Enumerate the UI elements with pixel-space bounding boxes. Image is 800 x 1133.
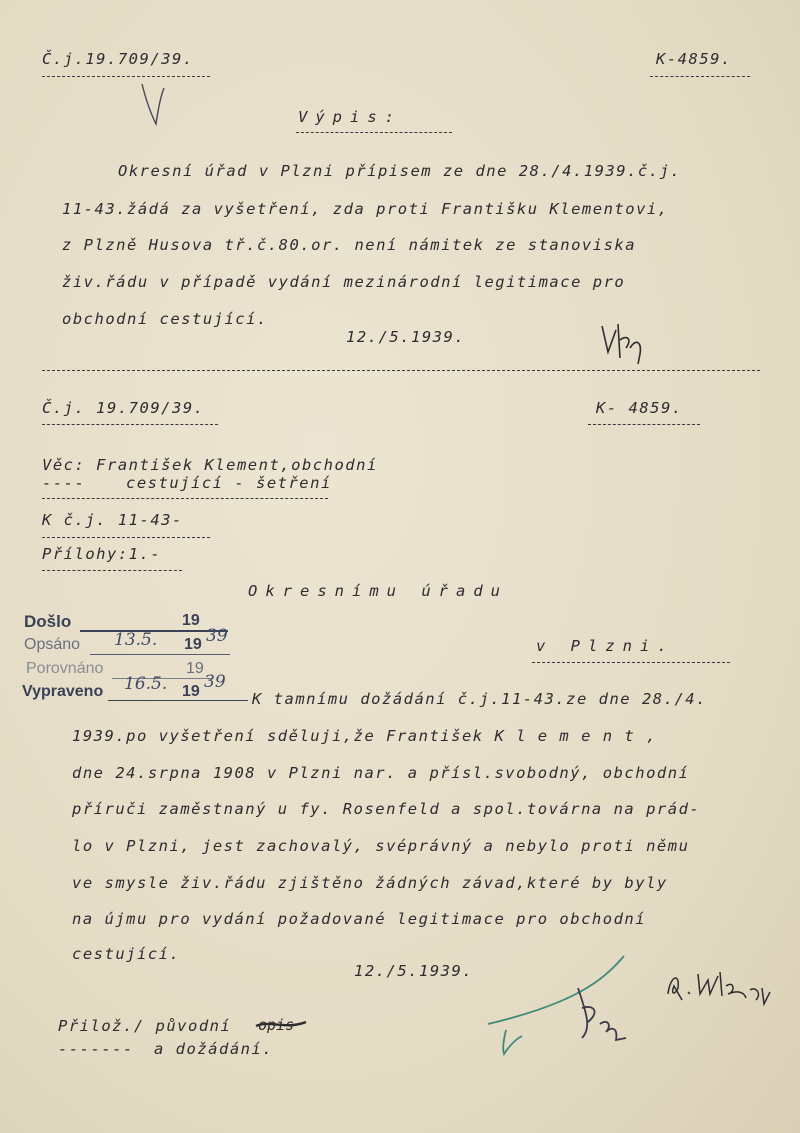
stamp-copied-year-prefix: 19 <box>184 636 202 653</box>
green-signature <box>482 952 632 1062</box>
excerpt-line-4: živ.řádu v případě vydání mezinárodní legitimace pro <box>62 273 626 291</box>
section-separator <box>42 370 760 371</box>
subject-underline <box>42 498 328 499</box>
body-line-8: cestující. <box>72 945 181 963</box>
attachments-underline <box>42 570 182 571</box>
excerpt-line-3: z Plzně Husova tř.č.80.or. není námitek ze stanoviska <box>62 236 637 254</box>
body-line-4: příruči zaměstnaný u fy. Rosenfeld a spol.továrna na prád- <box>72 800 701 818</box>
k-cj-reference: K č.j. 11-43- <box>42 511 183 529</box>
body-line-3: dne 24.srpna 1908 v Plzni nar. a přísl.svobodný, obchodní <box>72 764 690 782</box>
subject-line-2: cestující - šetření <box>126 474 332 492</box>
stamp-dispatched-date: 16.5. <box>124 674 168 694</box>
letter-ref-underline <box>42 424 218 425</box>
body-line-1: K tamnímu dožádání č.j.11-43.ze dne 28./4. <box>252 690 707 708</box>
body-line-2: 1939.po vyšetření sděluji,že František K l e m e n t , <box>72 727 657 745</box>
stamp-copied-year: 39 <box>206 626 228 646</box>
stamp-compared-year: 19 <box>186 660 204 677</box>
stamp-dispatched-year-prefix: 19 <box>182 683 200 700</box>
subject-line-1: Věc: František Klement,obchodní <box>42 456 378 474</box>
excerpt-line-1: Okresní úřad v Plzni přípisem ze dne 28./4.1939.č.j. <box>118 162 682 180</box>
enclosure-dashes: ------- <box>58 1040 134 1058</box>
body-line-5: lo v Plzni, jest zachovalý, svéprávný a nebylo proti němu <box>72 837 690 855</box>
stamp-dispatched-year: 39 <box>204 672 226 692</box>
excerpt-heading: Výpis: <box>298 108 402 126</box>
body-line-6: ve smysle živ.řádu zjištěno žádných závad,které by byly <box>72 874 668 892</box>
attachments: Přílohy:1.- <box>42 545 162 563</box>
stamp-compared-label: Porovnáno <box>26 660 104 677</box>
letter-ref-number: Č.j. 19.709/39. <box>42 399 205 417</box>
stamp-received-label: Došlo <box>24 612 72 631</box>
excerpt-line-5: obchodní cestující. <box>62 310 268 328</box>
excerpt-date: 12./5.1939. <box>346 328 466 346</box>
recipient-city-underline <box>532 662 730 663</box>
stamp-copied-date: 13.5. <box>114 630 158 650</box>
recipient-city: v Plzni. <box>536 637 675 655</box>
enclosure-line-1: Přilož./ původní <box>58 1017 232 1035</box>
stamp-dispatched-label: Vypraveno <box>22 683 104 700</box>
letter-k-underline <box>588 424 700 425</box>
enclosure-line-2: a dožádání. <box>154 1040 274 1058</box>
initials-signature <box>598 318 648 368</box>
crossed-out-word <box>256 1014 308 1036</box>
check-mark <box>138 80 168 128</box>
stamp-copied-line <box>90 654 230 655</box>
letter-date: 12./5.1939. <box>354 962 474 980</box>
excerpt-line-2: 11-43.žádá za vyšetření, zda proti Františku Klementovi, <box>62 200 669 218</box>
top-k-underline <box>650 76 750 77</box>
official-signature <box>664 964 774 1014</box>
stamp-copied-label: Opsáno <box>24 636 81 653</box>
stamp-dispatched-line <box>108 700 248 701</box>
recipient: Okresnímu úřadu <box>248 582 508 600</box>
k-cj-underline <box>42 537 210 538</box>
svg-text:opis: opis <box>258 1016 295 1034</box>
top-ref-number: Č.j.19.709/39. <box>42 50 194 68</box>
letter-k-number: K- 4859. <box>596 399 683 417</box>
excerpt-heading-underline <box>296 132 452 133</box>
body-line-7: na újmu pro vydání požadované legitimace pro obchodní <box>72 910 647 928</box>
top-ref-underline <box>42 76 210 77</box>
subject-dashes: ---- <box>42 474 86 492</box>
top-k-number: K-4859. <box>656 50 732 68</box>
stamp-received-year: 19 <box>182 612 200 629</box>
